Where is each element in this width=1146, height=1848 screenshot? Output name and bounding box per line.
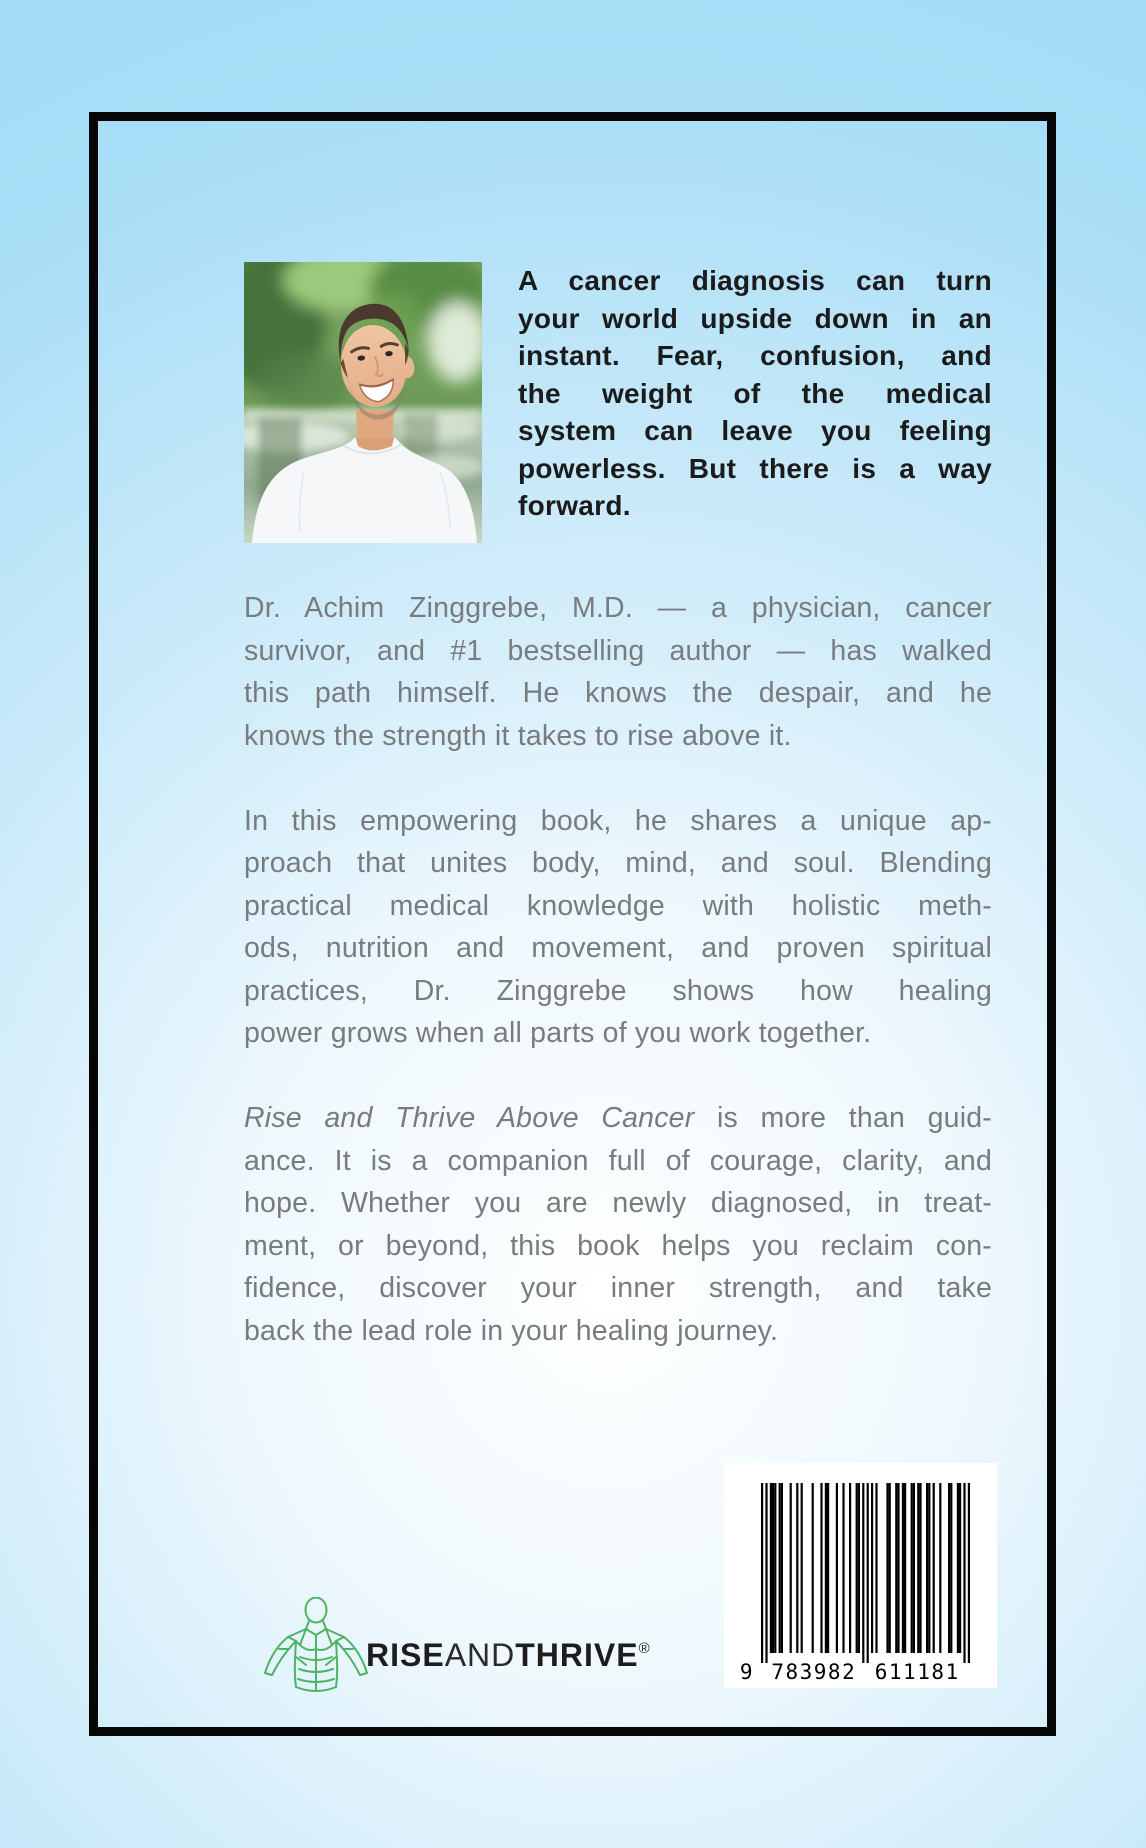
text-line: proach that unites body, mind, and soul. Blending	[244, 847, 992, 879]
text-line: this path himself. He knows the despair, and he	[244, 677, 992, 709]
paragraph	[244, 587, 992, 757]
publisher-wordmark	[366, 1633, 650, 1671]
wordmark-part: AND	[444, 1637, 516, 1673]
barcode-digit-first: 9	[739, 1660, 754, 1684]
barcode-digits-left: 783982	[771, 1660, 857, 1684]
text-line: Dr. Achim Zinggrebe, M.D. — a physician, cancer	[244, 592, 992, 624]
text-line: Rise and Thrive Above Cancer is more than guid-	[244, 1102, 992, 1134]
text-line: survivor, and #1 bestselling author — has walked	[244, 634, 992, 667]
intro-paragraph	[518, 262, 992, 525]
text-line: practices, Dr. Zinggrebe shows how healing	[244, 974, 992, 1007]
text-line: forward.	[518, 490, 631, 521]
barcode-digits-right: 611181	[874, 1660, 960, 1684]
text-line: A cancer diagnosis can turn	[518, 265, 992, 296]
text-line: In this empowering book, he shares a unique ap-	[244, 804, 992, 837]
text-line: back the lead role in your healing journey.	[244, 1314, 779, 1347]
text-line: knows the strength it takes to rise above it.	[244, 719, 792, 752]
text-line: powerless. But there is a way	[518, 452, 992, 484]
text-line: ment, or beyond, this book helps you reclaim con-	[244, 1229, 992, 1262]
paragraph	[244, 1097, 992, 1352]
text-line: fidence, discover your inner strength, and take	[244, 1272, 992, 1304]
author-photo	[244, 262, 482, 543]
barcode-bars	[724, 1463, 997, 1688]
text-line: power grows when all parts of you work together.	[244, 1017, 872, 1049]
text-line: hope. Whether you are newly diagnosed, in treat-	[244, 1187, 992, 1219]
body-copy	[244, 587, 992, 1395]
wordmark-part: RISE	[366, 1637, 445, 1673]
publisher-figure-icon	[262, 1597, 372, 1697]
paragraph	[244, 800, 992, 1055]
text-line: instant. Fear, confusion, and	[518, 340, 992, 371]
wordmark-part: THRIVE	[515, 1637, 639, 1673]
text-line: ance. It is a companion full of courage, clarity, and	[244, 1144, 992, 1177]
author-photo-image	[244, 262, 482, 543]
text-line: ods, nutrition and movement, and proven spiritual	[244, 932, 992, 964]
book-title-italic: Rise and Thrive Above Cancer	[244, 1102, 695, 1134]
text-line: your world upside down in an	[518, 302, 992, 334]
text-line: system can leave you feeling	[518, 415, 992, 446]
barcode	[724, 1463, 997, 1688]
text-line: practical medical knowledge with holistic meth-	[244, 889, 992, 922]
text-line: the weight of the medical	[518, 377, 992, 409]
registered-mark: ®	[638, 1640, 650, 1657]
